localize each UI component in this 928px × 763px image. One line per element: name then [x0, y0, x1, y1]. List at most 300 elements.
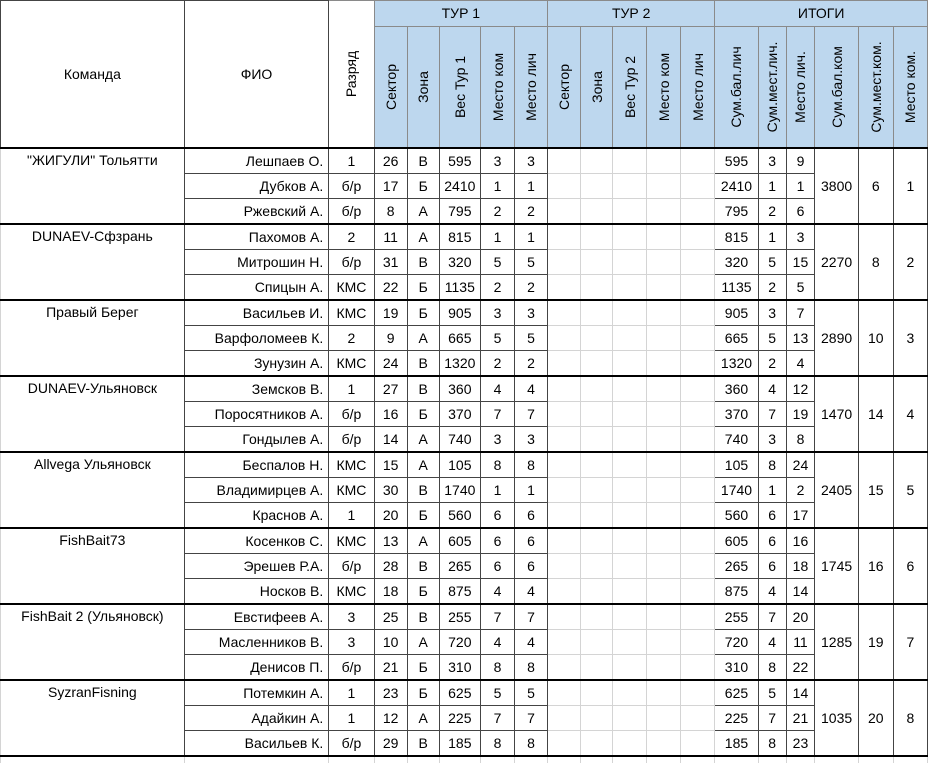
cell-pk[interactable]: 3: [480, 148, 514, 174]
cell-rank[interactable]: КМС: [329, 275, 374, 301]
cell-sb[interactable]: 1740: [715, 478, 758, 503]
cell-sector[interactable]: 28: [374, 554, 407, 579]
cell-empty[interactable]: [548, 528, 581, 554]
cell-fio[interactable]: Дубков А.: [184, 174, 329, 199]
cell-team-sum-points[interactable]: 2405: [815, 452, 858, 528]
cell-empty[interactable]: [581, 655, 613, 681]
cell-empty[interactable]: [548, 655, 581, 681]
cell-sector[interactable]: 9: [374, 326, 407, 351]
cell-sm[interactable]: 4: [758, 579, 786, 605]
cell-empty[interactable]: [548, 402, 581, 427]
cell-empty[interactable]: [613, 376, 647, 402]
cell-ml[interactable]: 22: [786, 655, 815, 681]
cell-sb[interactable]: 875: [715, 579, 758, 605]
header-place-team-total[interactable]: Место ком.: [893, 26, 927, 148]
cell-empty[interactable]: [581, 680, 613, 706]
cell-ml[interactable]: 23: [786, 731, 815, 757]
cell-empty[interactable]: [715, 756, 758, 763]
cell-zone[interactable]: А: [407, 706, 439, 731]
cell-empty[interactable]: [480, 756, 514, 763]
cell-empty[interactable]: [681, 554, 715, 579]
cell-team-place[interactable]: 8: [893, 680, 927, 756]
cell-zone[interactable]: Б: [407, 503, 439, 529]
cell-empty[interactable]: [647, 554, 681, 579]
cell-sm[interactable]: 8: [758, 655, 786, 681]
cell-pl[interactable]: 3: [515, 427, 548, 453]
cell-empty[interactable]: [681, 731, 715, 757]
cell-ml[interactable]: 8: [786, 427, 815, 453]
cell-empty[interactable]: [647, 224, 681, 250]
cell-zone[interactable]: А: [407, 199, 439, 225]
cell-empty[interactable]: [613, 427, 647, 453]
cell-sm[interactable]: 1: [758, 478, 786, 503]
cell-pk[interactable]: 6: [480, 554, 514, 579]
cell-pl[interactable]: 5: [515, 250, 548, 275]
cell-rank[interactable]: б/р: [329, 731, 374, 757]
cell-team-name[interactable]: "ЖИГУЛИ" Тольятти: [1, 148, 185, 224]
cell-empty[interactable]: [647, 756, 681, 763]
cell-pl[interactable]: 6: [515, 503, 548, 529]
cell-empty[interactable]: [581, 731, 613, 757]
header-zone-1[interactable]: Зона: [407, 26, 439, 148]
cell-weight[interactable]: 225: [439, 706, 480, 731]
cell-pk[interactable]: 5: [480, 326, 514, 351]
cell-rank[interactable]: 1: [329, 376, 374, 402]
cell-rank[interactable]: КМС: [329, 452, 374, 478]
cell-ml[interactable]: 11: [786, 630, 815, 655]
cell-weight[interactable]: 105: [439, 452, 480, 478]
cell-sm[interactable]: 3: [758, 300, 786, 326]
cell-empty[interactable]: [647, 528, 681, 554]
cell-empty[interactable]: [613, 250, 647, 275]
cell-sb[interactable]: 740: [715, 427, 758, 453]
cell-weight[interactable]: 370: [439, 402, 480, 427]
cell-empty[interactable]: [581, 579, 613, 605]
cell-rank[interactable]: КМС: [329, 300, 374, 326]
cell-empty[interactable]: [647, 579, 681, 605]
cell-empty[interactable]: [613, 554, 647, 579]
cell-weight[interactable]: 255: [439, 604, 480, 630]
cell-sm[interactable]: 5: [758, 250, 786, 275]
cell-team-name[interactable]: DUNAEV-Ульяновск: [1, 376, 185, 452]
cell-ml[interactable]: 2: [786, 478, 815, 503]
cell-empty[interactable]: [647, 503, 681, 529]
cell-fio[interactable]: Поросятников А.: [184, 402, 329, 427]
cell-empty[interactable]: [647, 250, 681, 275]
cell-sector[interactable]: 18: [374, 579, 407, 605]
cell-empty[interactable]: [581, 402, 613, 427]
cell-rank[interactable]: КМС: [329, 579, 374, 605]
cell-weight[interactable]: 605: [439, 528, 480, 554]
cell-empty[interactable]: [647, 275, 681, 301]
cell-empty[interactable]: [647, 731, 681, 757]
cell-team-sum-places[interactable]: 20: [858, 680, 893, 756]
cell-team-name[interactable]: FishBait 2 (Ульяновск): [1, 604, 185, 680]
cell-empty[interactable]: [581, 452, 613, 478]
cell-empty[interactable]: [681, 174, 715, 199]
cell-empty[interactable]: [613, 224, 647, 250]
cell-zone[interactable]: В: [407, 554, 439, 579]
cell-pk[interactable]: 8: [480, 452, 514, 478]
cell-fio[interactable]: Косенков С.: [184, 528, 329, 554]
cell-fio[interactable]: Беспалов Н.: [184, 452, 329, 478]
cell-empty[interactable]: [681, 427, 715, 453]
cell-empty[interactable]: [681, 351, 715, 377]
cell-team-place[interactable]: 6: [893, 528, 927, 604]
cell-ml[interactable]: 1: [786, 174, 815, 199]
header-tour1[interactable]: ТУР 1: [374, 1, 547, 27]
cell-weight[interactable]: 185: [439, 731, 480, 757]
cell-empty[interactable]: [758, 756, 786, 763]
cell-zone[interactable]: А: [407, 427, 439, 453]
cell-fio[interactable]: Масленников В.: [184, 630, 329, 655]
cell-ml[interactable]: 18: [786, 554, 815, 579]
cell-sb[interactable]: 560: [715, 503, 758, 529]
cell-fio[interactable]: Васильев И.: [184, 300, 329, 326]
cell-ml[interactable]: 16: [786, 528, 815, 554]
cell-empty[interactable]: [681, 148, 715, 174]
cell-sector[interactable]: 13: [374, 528, 407, 554]
cell-fio[interactable]: Денисов П.: [184, 655, 329, 681]
cell-pk[interactable]: 7: [480, 604, 514, 630]
cell-ml[interactable]: 4: [786, 351, 815, 377]
cell-sector[interactable]: 16: [374, 402, 407, 427]
cell-zone[interactable]: В: [407, 731, 439, 757]
cell-empty[interactable]: [647, 706, 681, 731]
cell-team-name[interactable]: Правый Берег: [1, 300, 185, 376]
cell-sb[interactable]: 795: [715, 199, 758, 225]
cell-empty[interactable]: [581, 275, 613, 301]
cell-rank[interactable]: 2: [329, 224, 374, 250]
header-place-team-2[interactable]: Место ком: [647, 26, 681, 148]
header-totals[interactable]: ИТОГИ: [715, 1, 928, 27]
cell-empty[interactable]: [647, 174, 681, 199]
cell-zone[interactable]: Б: [407, 402, 439, 427]
cell-weight[interactable]: 320: [439, 250, 480, 275]
cell-ml[interactable]: 13: [786, 326, 815, 351]
cell-rank[interactable]: 1: [329, 680, 374, 706]
cell-team-sum-points[interactable]: 1285: [815, 604, 858, 680]
cell-pl[interactable]: 3: [515, 300, 548, 326]
cell-rank[interactable]: КМС: [329, 528, 374, 554]
cell-sector[interactable]: 31: [374, 250, 407, 275]
cell-sm[interactable]: 6: [758, 503, 786, 529]
cell-team-sum-points[interactable]: 1470: [815, 376, 858, 452]
cell-sb[interactable]: 310: [715, 655, 758, 681]
cell-empty[interactable]: [439, 756, 480, 763]
cell-weight[interactable]: 720: [439, 630, 480, 655]
cell-ml[interactable]: 3: [786, 224, 815, 250]
cell-team-sum-points[interactable]: 1035: [815, 680, 858, 756]
cell-empty[interactable]: [647, 630, 681, 655]
cell-fio[interactable]: Ржевский А.: [184, 199, 329, 225]
cell-sector[interactable]: 20: [374, 503, 407, 529]
cell-weight[interactable]: 625: [439, 680, 480, 706]
cell-ml[interactable]: 24: [786, 452, 815, 478]
cell-zone[interactable]: В: [407, 250, 439, 275]
cell-sector[interactable]: 26: [374, 148, 407, 174]
cell-empty[interactable]: [681, 224, 715, 250]
cell-pl[interactable]: 4: [515, 376, 548, 402]
cell-rank[interactable]: КМС: [329, 351, 374, 377]
cell-empty[interactable]: [681, 250, 715, 275]
cell-team-sum-points[interactable]: 1745: [815, 528, 858, 604]
cell-pl[interactable]: 4: [515, 630, 548, 655]
cell-pk[interactable]: 3: [480, 300, 514, 326]
cell-team-sum-places[interactable]: 15: [858, 452, 893, 528]
cell-pl[interactable]: 4: [515, 579, 548, 605]
cell-empty[interactable]: [548, 503, 581, 529]
cell-empty[interactable]: [681, 452, 715, 478]
cell-fio[interactable]: Носков В.: [184, 579, 329, 605]
header-rank[interactable]: Разряд: [329, 1, 374, 149]
cell-pl[interactable]: 5: [515, 326, 548, 351]
header-zone-2[interactable]: Зона: [581, 26, 613, 148]
cell-empty[interactable]: [613, 604, 647, 630]
cell-empty[interactable]: [329, 756, 374, 763]
header-sum-points-pers[interactable]: Сум.бал.лич: [715, 26, 758, 148]
cell-empty[interactable]: [681, 326, 715, 351]
cell-ml[interactable]: 19: [786, 402, 815, 427]
cell-sm[interactable]: 2: [758, 351, 786, 377]
cell-empty[interactable]: [548, 579, 581, 605]
cell-pk[interactable]: 2: [480, 275, 514, 301]
cell-sb[interactable]: 265: [715, 554, 758, 579]
cell-empty[interactable]: [548, 630, 581, 655]
cell-weight[interactable]: 1135: [439, 275, 480, 301]
cell-empty[interactable]: [613, 174, 647, 199]
cell-sector[interactable]: 21: [374, 655, 407, 681]
cell-empty[interactable]: [581, 756, 613, 763]
cell-empty[interactable]: [581, 503, 613, 529]
cell-sm[interactable]: 3: [758, 427, 786, 453]
cell-empty[interactable]: [581, 250, 613, 275]
cell-empty[interactable]: [581, 630, 613, 655]
cell-pk[interactable]: 1: [480, 174, 514, 199]
cell-ml[interactable]: 20: [786, 604, 815, 630]
cell-rank[interactable]: б/р: [329, 250, 374, 275]
cell-fio[interactable]: Адайкин А.: [184, 706, 329, 731]
cell-fio[interactable]: Краснов А.: [184, 503, 329, 529]
cell-sb[interactable]: 2410: [715, 174, 758, 199]
cell-team-sum-places[interactable]: 14: [858, 376, 893, 452]
cell-empty[interactable]: [613, 731, 647, 757]
cell-pl[interactable]: 5: [515, 680, 548, 706]
cell-empty[interactable]: [613, 402, 647, 427]
cell-sector[interactable]: 12: [374, 706, 407, 731]
cell-team-place[interactable]: 7: [893, 604, 927, 680]
cell-ml[interactable]: 17: [786, 503, 815, 529]
cell-sector[interactable]: 17: [374, 174, 407, 199]
cell-sb[interactable]: 625: [715, 680, 758, 706]
cell-empty[interactable]: [581, 300, 613, 326]
cell-empty[interactable]: [581, 427, 613, 453]
cell-pl[interactable]: 2: [515, 351, 548, 377]
cell-weight[interactable]: 560: [439, 503, 480, 529]
cell-rank[interactable]: 3: [329, 604, 374, 630]
cell-empty[interactable]: [613, 275, 647, 301]
cell-empty[interactable]: [858, 756, 893, 763]
cell-empty[interactable]: [548, 478, 581, 503]
cell-pk[interactable]: 2: [480, 351, 514, 377]
cell-empty[interactable]: [581, 148, 613, 174]
cell-empty[interactable]: [613, 452, 647, 478]
cell-empty[interactable]: [548, 326, 581, 351]
cell-sb[interactable]: 105: [715, 452, 758, 478]
cell-pk[interactable]: 8: [480, 655, 514, 681]
cell-team-name[interactable]: DUNAEV-Сфзрань: [1, 224, 185, 300]
cell-sector[interactable]: 8: [374, 199, 407, 225]
cell-zone[interactable]: Б: [407, 174, 439, 199]
cell-sector[interactable]: 15: [374, 452, 407, 478]
cell-empty[interactable]: [681, 756, 715, 763]
cell-team-sum-places[interactable]: 19: [858, 604, 893, 680]
cell-empty[interactable]: [613, 706, 647, 731]
cell-fio[interactable]: Пахомов А.: [184, 224, 329, 250]
header-sector-2[interactable]: Сектор: [548, 26, 581, 148]
cell-zone[interactable]: Б: [407, 680, 439, 706]
cell-sb[interactable]: 720: [715, 630, 758, 655]
cell-pk[interactable]: 6: [480, 503, 514, 529]
cell-empty[interactable]: [681, 579, 715, 605]
cell-sector[interactable]: 24: [374, 351, 407, 377]
cell-pl[interactable]: 7: [515, 402, 548, 427]
cell-rank[interactable]: 1: [329, 148, 374, 174]
cell-fio[interactable]: Лешпаев О.: [184, 148, 329, 174]
cell-empty[interactable]: [681, 199, 715, 225]
cell-zone[interactable]: А: [407, 326, 439, 351]
cell-fio[interactable]: Васильев К.: [184, 731, 329, 757]
cell-empty[interactable]: [613, 630, 647, 655]
header-place-team-1[interactable]: Место ком: [480, 26, 514, 148]
cell-empty[interactable]: [581, 326, 613, 351]
cell-team-place[interactable]: 1: [893, 148, 927, 224]
header-tour2[interactable]: ТУР 2: [548, 1, 715, 27]
cell-weight[interactable]: 1740: [439, 478, 480, 503]
cell-empty[interactable]: [613, 326, 647, 351]
cell-sm[interactable]: 5: [758, 326, 786, 351]
cell-empty[interactable]: [581, 174, 613, 199]
cell-weight[interactable]: 740: [439, 427, 480, 453]
header-sum-place-pers[interactable]: Сум.мест.лич.: [758, 26, 786, 148]
cell-sm[interactable]: 7: [758, 402, 786, 427]
cell-empty[interactable]: [515, 756, 548, 763]
cell-ml[interactable]: 7: [786, 300, 815, 326]
cell-fio[interactable]: Евстифеев А.: [184, 604, 329, 630]
cell-rank[interactable]: б/р: [329, 174, 374, 199]
cell-team-place[interactable]: 2: [893, 224, 927, 300]
cell-sb[interactable]: 185: [715, 731, 758, 757]
cell-sm[interactable]: 1: [758, 174, 786, 199]
cell-pk[interactable]: 1: [480, 478, 514, 503]
cell-empty[interactable]: [1, 756, 185, 763]
cell-pl[interactable]: 6: [515, 554, 548, 579]
cell-sm[interactable]: 8: [758, 731, 786, 757]
cell-empty[interactable]: [548, 604, 581, 630]
cell-sb[interactable]: 605: [715, 528, 758, 554]
cell-empty[interactable]: [613, 655, 647, 681]
cell-empty[interactable]: [647, 402, 681, 427]
cell-sb[interactable]: 665: [715, 326, 758, 351]
cell-fio[interactable]: Спицын А.: [184, 275, 329, 301]
cell-empty[interactable]: [681, 630, 715, 655]
cell-team-sum-places[interactable]: 8: [858, 224, 893, 300]
cell-empty[interactable]: [548, 756, 581, 763]
cell-empty[interactable]: [613, 351, 647, 377]
cell-rank[interactable]: 2: [329, 326, 374, 351]
cell-weight[interactable]: 815: [439, 224, 480, 250]
cell-fio[interactable]: Митрошин Н.: [184, 250, 329, 275]
cell-sm[interactable]: 5: [758, 680, 786, 706]
cell-empty[interactable]: [548, 427, 581, 453]
cell-weight[interactable]: 1320: [439, 351, 480, 377]
cell-empty[interactable]: [681, 478, 715, 503]
cell-pl[interactable]: 7: [515, 604, 548, 630]
cell-pl[interactable]: 6: [515, 528, 548, 554]
cell-pl[interactable]: 2: [515, 199, 548, 225]
cell-sm[interactable]: 1: [758, 224, 786, 250]
header-place-pers-total[interactable]: Место лич.: [786, 26, 815, 148]
cell-sm[interactable]: 2: [758, 199, 786, 225]
cell-empty[interactable]: [681, 503, 715, 529]
cell-team-place[interactable]: 5: [893, 452, 927, 528]
cell-zone[interactable]: А: [407, 452, 439, 478]
cell-sector[interactable]: 30: [374, 478, 407, 503]
cell-empty[interactable]: [548, 224, 581, 250]
cell-ml[interactable]: 14: [786, 680, 815, 706]
cell-empty[interactable]: [613, 756, 647, 763]
cell-empty[interactable]: [786, 756, 815, 763]
cell-empty[interactable]: [581, 478, 613, 503]
header-sum-place-team[interactable]: Сум.мест.ком.: [858, 26, 893, 148]
cell-sector[interactable]: 27: [374, 376, 407, 402]
cell-pk[interactable]: 4: [480, 376, 514, 402]
cell-empty[interactable]: [374, 756, 407, 763]
cell-zone[interactable]: Б: [407, 579, 439, 605]
cell-empty[interactable]: [581, 554, 613, 579]
cell-ml[interactable]: 15: [786, 250, 815, 275]
cell-ml[interactable]: 21: [786, 706, 815, 731]
cell-sm[interactable]: 2: [758, 275, 786, 301]
cell-team-sum-points[interactable]: 3800: [815, 148, 858, 224]
cell-pk[interactable]: 8: [480, 731, 514, 757]
cell-fio[interactable]: Потемкин А.: [184, 680, 329, 706]
cell-pk[interactable]: 4: [480, 630, 514, 655]
cell-empty[interactable]: [548, 376, 581, 402]
cell-sb[interactable]: 905: [715, 300, 758, 326]
cell-empty[interactable]: [548, 554, 581, 579]
cell-empty[interactable]: [548, 148, 581, 174]
header-sum-points-team[interactable]: Сум.бал.ком: [815, 26, 858, 148]
cell-sector[interactable]: 23: [374, 680, 407, 706]
cell-team-sum-points[interactable]: 2890: [815, 300, 858, 376]
header-sector-1[interactable]: Сектор: [374, 26, 407, 148]
cell-zone[interactable]: Б: [407, 655, 439, 681]
cell-fio[interactable]: Эрешев Р.А.: [184, 554, 329, 579]
cell-sb[interactable]: 815: [715, 224, 758, 250]
cell-empty[interactable]: [548, 731, 581, 757]
cell-pl[interactable]: 2: [515, 275, 548, 301]
cell-weight[interactable]: 2410: [439, 174, 480, 199]
cell-pl[interactable]: 8: [515, 731, 548, 757]
cell-sm[interactable]: 6: [758, 528, 786, 554]
header-place-pers-2[interactable]: Место лич: [681, 26, 715, 148]
cell-rank[interactable]: б/р: [329, 402, 374, 427]
cell-team-sum-points[interactable]: 2270: [815, 224, 858, 300]
cell-pk[interactable]: 7: [480, 706, 514, 731]
cell-pk[interactable]: 5: [480, 250, 514, 275]
cell-rank[interactable]: 1: [329, 706, 374, 731]
